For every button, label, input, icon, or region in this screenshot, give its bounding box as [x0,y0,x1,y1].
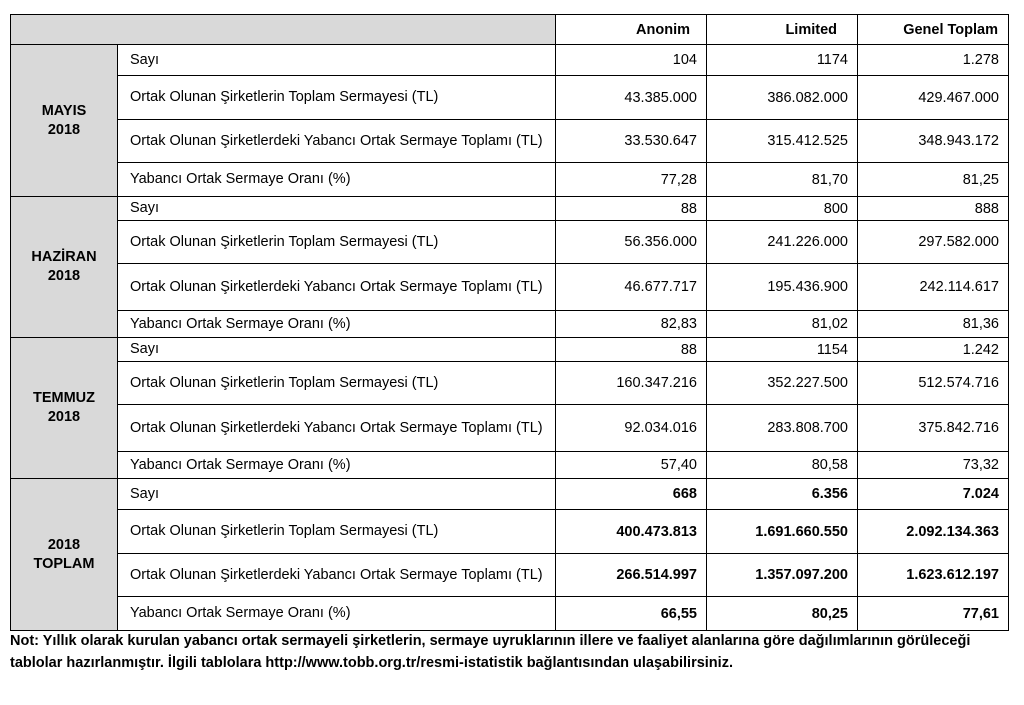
table-row [11,45,1009,76]
cell-anonim: 77,28 [556,163,707,197]
table-row [11,479,1009,510]
row-label: Ortak Olunan Şirketlerdeki Yabancı Ortak Sermaye Toplamı (TL) [118,120,556,163]
cell-genel: 7.024 [858,479,1009,510]
cell-limited: 315.412.525 [707,120,858,163]
table-body [11,45,1009,631]
cell-anonim: 92.034.016 [556,405,707,452]
period-line1: TEMMUZ [32,390,95,406]
cell-limited: 283.808.700 [707,405,858,452]
table-row [11,362,1009,405]
table-row [11,597,1009,631]
table-row [11,197,1009,221]
cell-genel: 888 [858,197,1009,221]
cell-anonim: 33.530.647 [556,120,707,163]
table-row [11,338,1009,362]
table-row [11,510,1009,554]
row-label: Sayı [118,45,556,76]
cell-limited: 81,70 [707,163,858,197]
cell-anonim: 88 [556,338,707,362]
row-label: Ortak Olunan Şirketlerdeki Yabancı Ortak Sermaye Toplamı (TL) [118,554,556,597]
period-cell [11,338,118,479]
table-row [11,452,1009,479]
table-row [11,264,1009,311]
statistics-table-container [10,14,1009,631]
table-row [11,221,1009,264]
row-label: Sayı [118,197,556,221]
row-label: Yabancı Ortak Sermaye Oranı (%) [118,311,556,338]
cell-anonim: 400.473.813 [556,510,707,554]
cell-limited: 80,58 [707,452,858,479]
table-row [11,120,1009,163]
foreign-capital-table [10,14,1009,631]
header-genel-toplam: Genel Toplam [858,15,1009,45]
cell-anonim: 57,40 [556,452,707,479]
header-corner-cell [11,15,556,45]
row-label: Ortak Olunan Şirketlerin Toplam Sermayesi (TL) [118,362,556,405]
cell-anonim: 88 [556,197,707,221]
cell-anonim: 266.514.997 [556,554,707,597]
period-cell [11,197,118,338]
cell-genel: 73,32 [858,452,1009,479]
cell-anonim: 56.356.000 [556,221,707,264]
table-header-row [11,15,1009,45]
cell-limited: 1154 [707,338,858,362]
cell-genel: 375.842.716 [858,405,1009,452]
period-line2: 2018 [47,268,81,284]
cell-genel: 1.278 [858,45,1009,76]
cell-genel: 2.092.134.363 [858,510,1009,554]
period-line2: 2018 [47,121,81,138]
header-anonim: Anonim [556,15,707,45]
period-line1: MAYIS [41,102,87,119]
cell-limited: 6.356 [707,479,858,510]
cell-anonim: 46.677.717 [556,264,707,311]
cell-genel: 1.623.612.197 [858,554,1009,597]
row-label: Sayı [118,338,556,362]
row-label: Yabancı Ortak Sermaye Oranı (%) [118,452,556,479]
table-row [11,311,1009,338]
cell-limited: 352.227.500 [707,362,858,405]
cell-limited: 81,02 [707,311,858,338]
cell-anonim: 82,83 [556,311,707,338]
cell-genel: 77,61 [858,597,1009,631]
cell-anonim: 43.385.000 [556,76,707,120]
cell-limited: 1174 [707,45,858,76]
footnote: Not: Yıllık olarak kurulan yabancı ortak sermayeli şirketlerin, sermaye uyruklarının illere ve faaliyet alanlarına göre dağılımlarının görüleceği tablolar hazırlanmıştır. İlgili tablolara http://www.tobb.org.tr/resmi-istatistik bağlantısından ulaşabilirsiniz. [10,633,971,671]
cell-genel: 348.943.172 [858,120,1009,163]
period-line2: TOPLAM [33,555,95,572]
cell-genel: 242.114.617 [858,264,1009,311]
cell-limited: 386.082.000 [707,76,858,120]
row-label: Ortak Olunan Şirketlerin Toplam Sermayesi (TL) [118,510,556,554]
cell-limited: 80,25 [707,597,858,631]
cell-genel: 512.574.716 [858,362,1009,405]
cell-limited: 800 [707,197,858,221]
period-line1: HAZİRAN [31,249,97,265]
cell-anonim: 104 [556,45,707,76]
period-line2: 2018 [47,409,81,425]
row-label: Yabancı Ortak Sermaye Oranı (%) [118,163,556,197]
row-label: Ortak Olunan Şirketlerdeki Yabancı Ortak Sermaye Toplamı (TL) [118,264,556,311]
row-label: Yabancı Ortak Sermaye Oranı (%) [118,597,556,631]
period-cell [11,45,118,197]
period-cell [11,479,118,631]
cell-genel: 429.467.000 [858,76,1009,120]
cell-genel: 81,36 [858,311,1009,338]
row-label: Sayı [118,479,556,510]
table-row [11,163,1009,197]
cell-genel: 1.242 [858,338,1009,362]
period-line1: 2018 [47,536,81,553]
table-row [11,405,1009,452]
cell-anonim: 668 [556,479,707,510]
cell-genel: 297.582.000 [858,221,1009,264]
cell-genel: 81,25 [858,163,1009,197]
cell-anonim: 160.347.216 [556,362,707,405]
header-limited: Limited [707,15,858,45]
row-label: Ortak Olunan Şirketlerin Toplam Sermayesi (TL) [118,221,556,264]
cell-limited: 1.691.660.550 [707,510,858,554]
row-label: Ortak Olunan Şirketlerin Toplam Sermayesi (TL) [118,76,556,120]
cell-anonim: 66,55 [556,597,707,631]
cell-limited: 241.226.000 [707,221,858,264]
table-row [11,554,1009,597]
cell-limited: 195.436.900 [707,264,858,311]
cell-limited: 1.357.097.200 [707,554,858,597]
row-label: Ortak Olunan Şirketlerdeki Yabancı Ortak Sermaye Toplamı (TL) [118,405,556,452]
table-row [11,76,1009,120]
